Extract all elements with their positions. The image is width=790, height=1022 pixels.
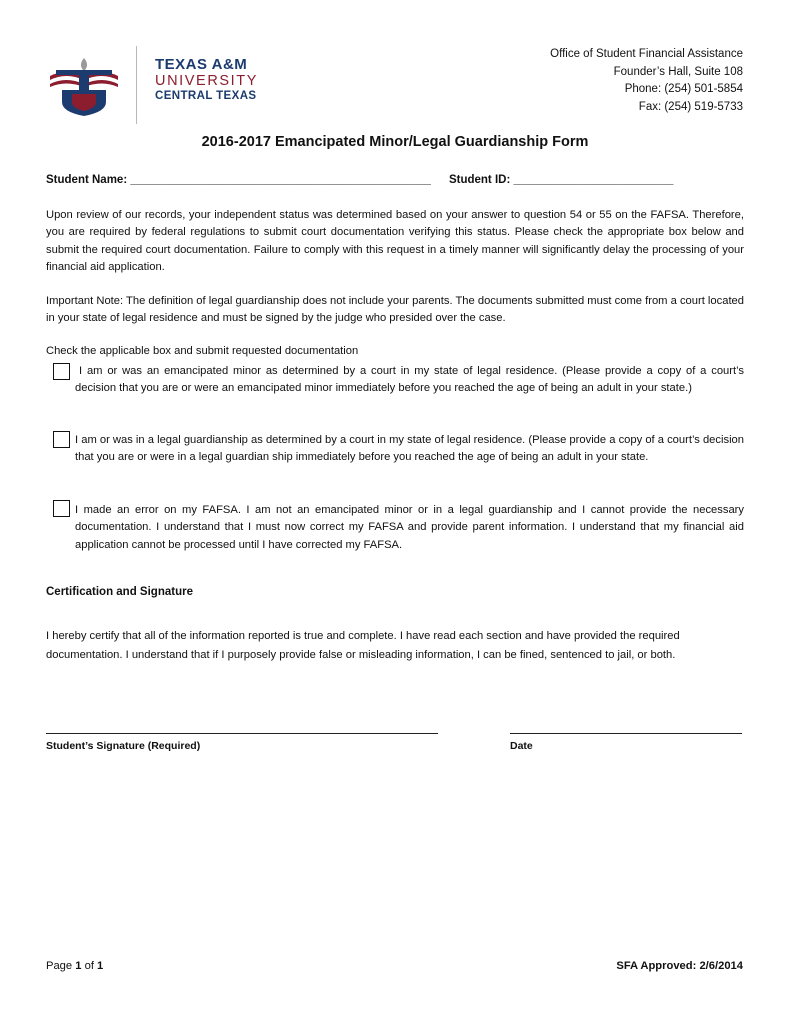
certification-text: I hereby certify that all of the information reported is true and complete. I have read each section and have provided the required documentation. I understand that if I purposely provide false or misleading information, I can be fined, sentenced to jail, or both. (46, 630, 680, 661)
page-prefix: Page (46, 960, 76, 972)
approval-stamp: SFA Approved: 2/6/2014 (616, 960, 743, 972)
logo-divider (136, 46, 137, 124)
emancipated-minor-option-text: I am or was an emancipated minor as determined by a court in my state of legal residence. (Please provide a copy of a court’s decision that you are or were an emancipated minor immediately before you reached the age of being an adult in your state.) (75, 365, 744, 395)
wordmark-line-1: TEXAS A&M (155, 56, 248, 73)
date-line[interactable] (510, 733, 742, 734)
important-note-paragraph: Important Note: The definition of legal guardianship does not include your parents. The documents submitted must come from a court located in your state of legal residence and must be signed by the judge who presided over the case. (46, 295, 744, 325)
office-fax: Fax: (254) 519-5733 (638, 100, 743, 113)
certification-heading: Certification and Signature (46, 586, 193, 598)
student-id-field[interactable]: Student ID: _________________________ (448, 174, 674, 186)
signature-line[interactable] (46, 733, 438, 734)
fafsa-error-option-text: I made an error on my FAFSA. I am not an emancipated minor or in a legal guardianship and I cannot provide the necessary documentation. I understand that I must now correct my FAFSA and provide parent information. I understand that my financial aid application cannot be processed until I have corrected my FAFSA. (75, 504, 744, 551)
check-instructions: Check the applicable box and submit requested documentation (46, 345, 359, 357)
office-phone: Phone: (254) 501-5854 (624, 83, 743, 95)
page-of: of (81, 960, 98, 972)
university-logo (46, 54, 122, 118)
student-name-field[interactable]: Student Name: _______________________________________________ (46, 174, 431, 186)
emancipated-minor-checkbox[interactable] (53, 363, 70, 380)
form-title: 2016-2017 Emancipated Minor/Legal Guardianship Form (201, 134, 589, 150)
wordmark-line-2: UNIVERSITY (155, 73, 259, 89)
page-current: 1 (75, 960, 82, 972)
date-label: Date (510, 740, 533, 752)
signature-label: Student’s Signature (Required) (46, 740, 201, 752)
legal-guardianship-checkbox[interactable] (53, 431, 70, 448)
university-wordmark (155, 57, 258, 102)
office-address-block (550, 46, 743, 116)
office-name: Office of Student Financial Assistance (550, 48, 743, 60)
fafsa-error-checkbox[interactable] (53, 500, 70, 517)
office-suite: Founder’s Hall, Suite 108 (613, 65, 743, 78)
legal-guardianship-option-text: I am or was in a legal guardianship as determined by a court in my state of legal residence. (Please provide a copy of a court’s decision that you are or were in a legal guardian ship immediately before you reached the age of being an adult in your state. (75, 434, 744, 464)
page-total: 1 (97, 960, 104, 972)
wordmark-line-3: CENTRAL TEXAS (155, 89, 257, 102)
student-info-row (46, 174, 673, 186)
intro-paragraph: Upon review of our records, your independent status was determined based on your answer to question 54 or 55 on the FAFSA. Therefore, you are required by federal regulations to submit court documentation verifying this status. Please check the appropriate box below and submit the required court documentation. Failure to comply with this request in a timely manner will significantly delay the processing of your financial aid application. (46, 209, 744, 273)
page-number (46, 960, 103, 972)
